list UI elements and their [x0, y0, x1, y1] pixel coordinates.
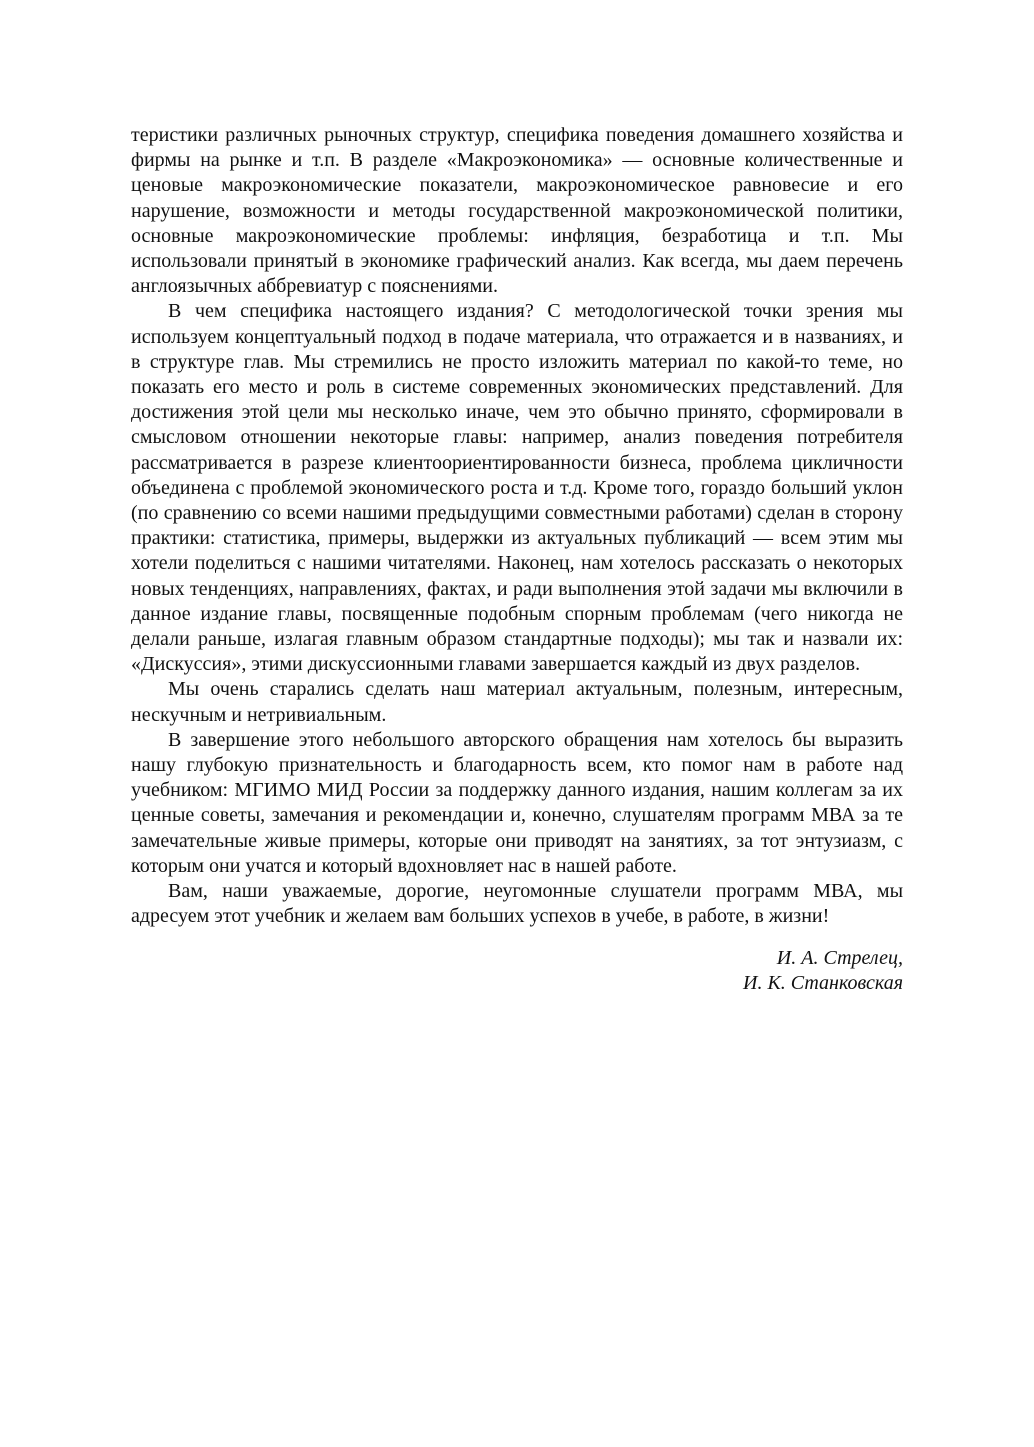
paragraph-edition-specifics: В чем специфика настоящего издания? С методологической точки зрения мы используем концептуальный подход в подаче материала, что отражается и в названиях, и в структуре глав. Мы стремились не просто изложить материал по какой-то теме, но показать его место и роль в системе современных экономических представлений. Для достижения этой цели мы несколько иначе, чем это обычно принято, сформировали в смысловом отношении некоторые главы: например, анализ поведения потребителя рассматривается в разрезе клиентоориентированности бизнеса, проблема цикличности объединена с проблемой экономического роста и т.д. Кроме того, гораздо больший уклон (по сравнению со всеми нашими предыдущими совместными работами) сделан в сторону практики: статистика, примеры, выдержки из актуальных публикаций — всем этим мы хотели поделиться с нашими читателями. Наконец, нам хотелось рассказать о некоторых новых тенденциях, направлениях, фактах, и ради выполнения этой задачи мы включили в данное издание главы, посвященные подобным спорным проблемам (чего никогда не делали раньше, излагая главным образом стандартные подходы); мы так и назвали их: «Дискуссия», этими дискуссионными главами завершается каждый из двух разделов. [131, 300, 903, 676]
document-page [131, 123, 903, 996]
paragraph-acknowledgements: В завершение этого небольшого авторского обращения нам хотелось бы выразить нашу глубокую признательность и благодарность всем, кто помог нам в работе над учебником: МГИМО МИД России за поддержку данного издания, нашим коллегам за их ценные советы, замечания и рекомендации и, конечно, слушателям программ МВА за те замечательные живые примеры, которые они приводят на занятиях, за тот энтузиазм, с которым они учатся и который вдохновляет нас в нашей работе. [131, 728, 903, 877]
paragraph-effort: Мы очень старались сделать наш материал актуальным, полезным, интересным, нескучным и нетривиальным. [131, 678, 903, 726]
paragraph-dedication: Вам, наши уважаемые, дорогие, неугомонные слушатели программ МВА, мы адресуем этот учебник и желаем вам больших успехов в учебе, в работе, в жизни! [131, 880, 903, 928]
paragraph-intro-continuation: теристики различных рыночных структур, специфика поведения домашнего хозяйства и фирмы на рынке и т.п. В разделе «Макроэкономика» — основные количественные и ценовые макроэкономические показатели, макроэкономическое равновесие и его нарушение, возможности и методы государственной макроэкономической политики, основные макроэкономические проблемы: инфляция, безработица и т.п. Мы использовали принятый в экономике графический анализ. Как всегда, мы даем перечень англоязычных аббревиатур с пояснениями. [131, 124, 903, 298]
signature-block [131, 946, 903, 996]
signature-author-2: И. К. Станковская [743, 971, 903, 994]
signature-author-1: И. А. Стрелец, [776, 946, 903, 969]
